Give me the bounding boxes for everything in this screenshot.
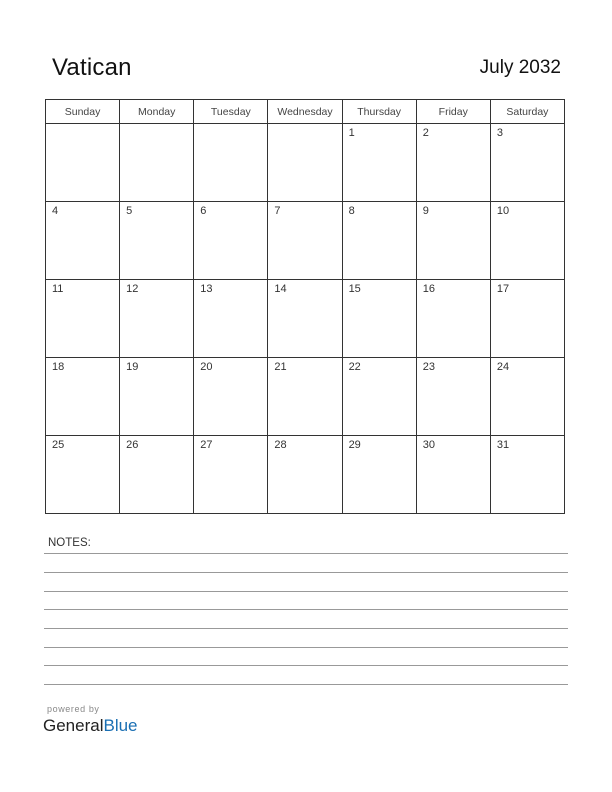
day-cell (120, 358, 194, 436)
week-row (46, 280, 565, 358)
day-number: 1 (348, 127, 355, 139)
day-cell (120, 436, 194, 514)
weekday-tuesday: Tuesday (194, 100, 268, 124)
weekday-sunday: Sunday (46, 100, 120, 124)
note-line (44, 572, 568, 573)
day-number: 13 (200, 283, 213, 295)
day-cell (120, 202, 194, 280)
day-cell (194, 436, 268, 514)
weekday-monday: Monday (120, 100, 194, 124)
day-number: 17 (496, 283, 510, 295)
day-cell (342, 358, 416, 436)
day-number: 19 (126, 361, 139, 373)
day-cell (342, 124, 416, 202)
day-cell (342, 202, 416, 280)
day-number: 30 (422, 439, 435, 451)
day-cell (268, 436, 342, 514)
day-number: 14 (274, 283, 287, 295)
day-number: 23 (422, 361, 435, 373)
day-number (120, 124, 193, 127)
notes-label: NOTES: (48, 537, 91, 549)
day-cell (416, 358, 490, 436)
day-number (194, 124, 267, 127)
week-row (46, 202, 565, 280)
day-cell (120, 124, 194, 202)
day-number (268, 124, 341, 127)
day-cell (46, 358, 120, 436)
day-number: 2 (422, 127, 429, 139)
calendar-grid (45, 99, 565, 514)
day-cell (490, 358, 564, 436)
day-cell (268, 280, 342, 358)
day-cell (416, 124, 490, 202)
weekday-header-row (46, 100, 565, 124)
day-cell (342, 436, 416, 514)
day-cell (194, 202, 268, 280)
day-number: 18 (52, 361, 65, 373)
weekday-thursday: Thursday (342, 100, 416, 124)
day-number: 10 (496, 205, 510, 217)
note-line (44, 553, 568, 554)
day-number: 15 (348, 283, 361, 295)
brand-logo (43, 716, 138, 736)
day-number: 5 (126, 205, 133, 217)
day-cell (194, 124, 268, 202)
day-number: 28 (274, 439, 287, 451)
day-number: 24 (496, 361, 510, 373)
day-cell (46, 280, 120, 358)
week-row (46, 358, 565, 436)
country-title: Vatican (52, 54, 132, 81)
day-number: 22 (348, 361, 361, 373)
brand-name-general: General (43, 716, 104, 735)
day-cell (490, 280, 564, 358)
note-line (44, 647, 568, 648)
day-cell (490, 124, 564, 202)
day-cell (120, 280, 194, 358)
day-number: 31 (496, 439, 510, 451)
day-number: 27 (200, 439, 213, 451)
day-cell (268, 358, 342, 436)
day-number: 21 (274, 361, 287, 373)
day-number (46, 124, 119, 127)
day-number: 8 (348, 205, 355, 217)
powered-by-text: powered by (47, 704, 100, 714)
note-line (44, 628, 568, 629)
day-number: 25 (52, 439, 65, 451)
note-line (44, 591, 568, 592)
day-cell (490, 202, 564, 280)
day-cell (46, 124, 120, 202)
week-row (46, 436, 565, 514)
day-number: 26 (126, 439, 139, 451)
day-cell (46, 436, 120, 514)
weekday-saturday: Saturday (490, 100, 564, 124)
week-row (46, 124, 565, 202)
day-number: 16 (422, 283, 435, 295)
day-cell (46, 202, 120, 280)
day-number: 7 (274, 205, 281, 217)
weekday-wednesday: Wednesday (268, 100, 342, 124)
day-number: 4 (52, 205, 59, 217)
note-line (44, 684, 568, 685)
day-number: 20 (200, 361, 213, 373)
note-line (44, 665, 568, 666)
brand-name-blue: Blue (103, 716, 138, 735)
day-cell (490, 436, 564, 514)
day-cell (268, 124, 342, 202)
day-cell (194, 280, 268, 358)
note-line (44, 609, 568, 610)
day-number: 9 (422, 205, 429, 217)
day-number: 29 (348, 439, 361, 451)
day-number: 6 (200, 205, 207, 217)
day-number: 11 (52, 283, 64, 295)
month-year-title: July 2032 (479, 57, 561, 78)
day-cell (416, 436, 490, 514)
weekday-friday: Friday (416, 100, 490, 124)
day-cell (416, 280, 490, 358)
day-number: 3 (496, 127, 503, 139)
day-cell (194, 358, 268, 436)
day-cell (268, 202, 342, 280)
day-cell (342, 280, 416, 358)
day-number: 12 (126, 283, 139, 295)
day-cell (416, 202, 490, 280)
